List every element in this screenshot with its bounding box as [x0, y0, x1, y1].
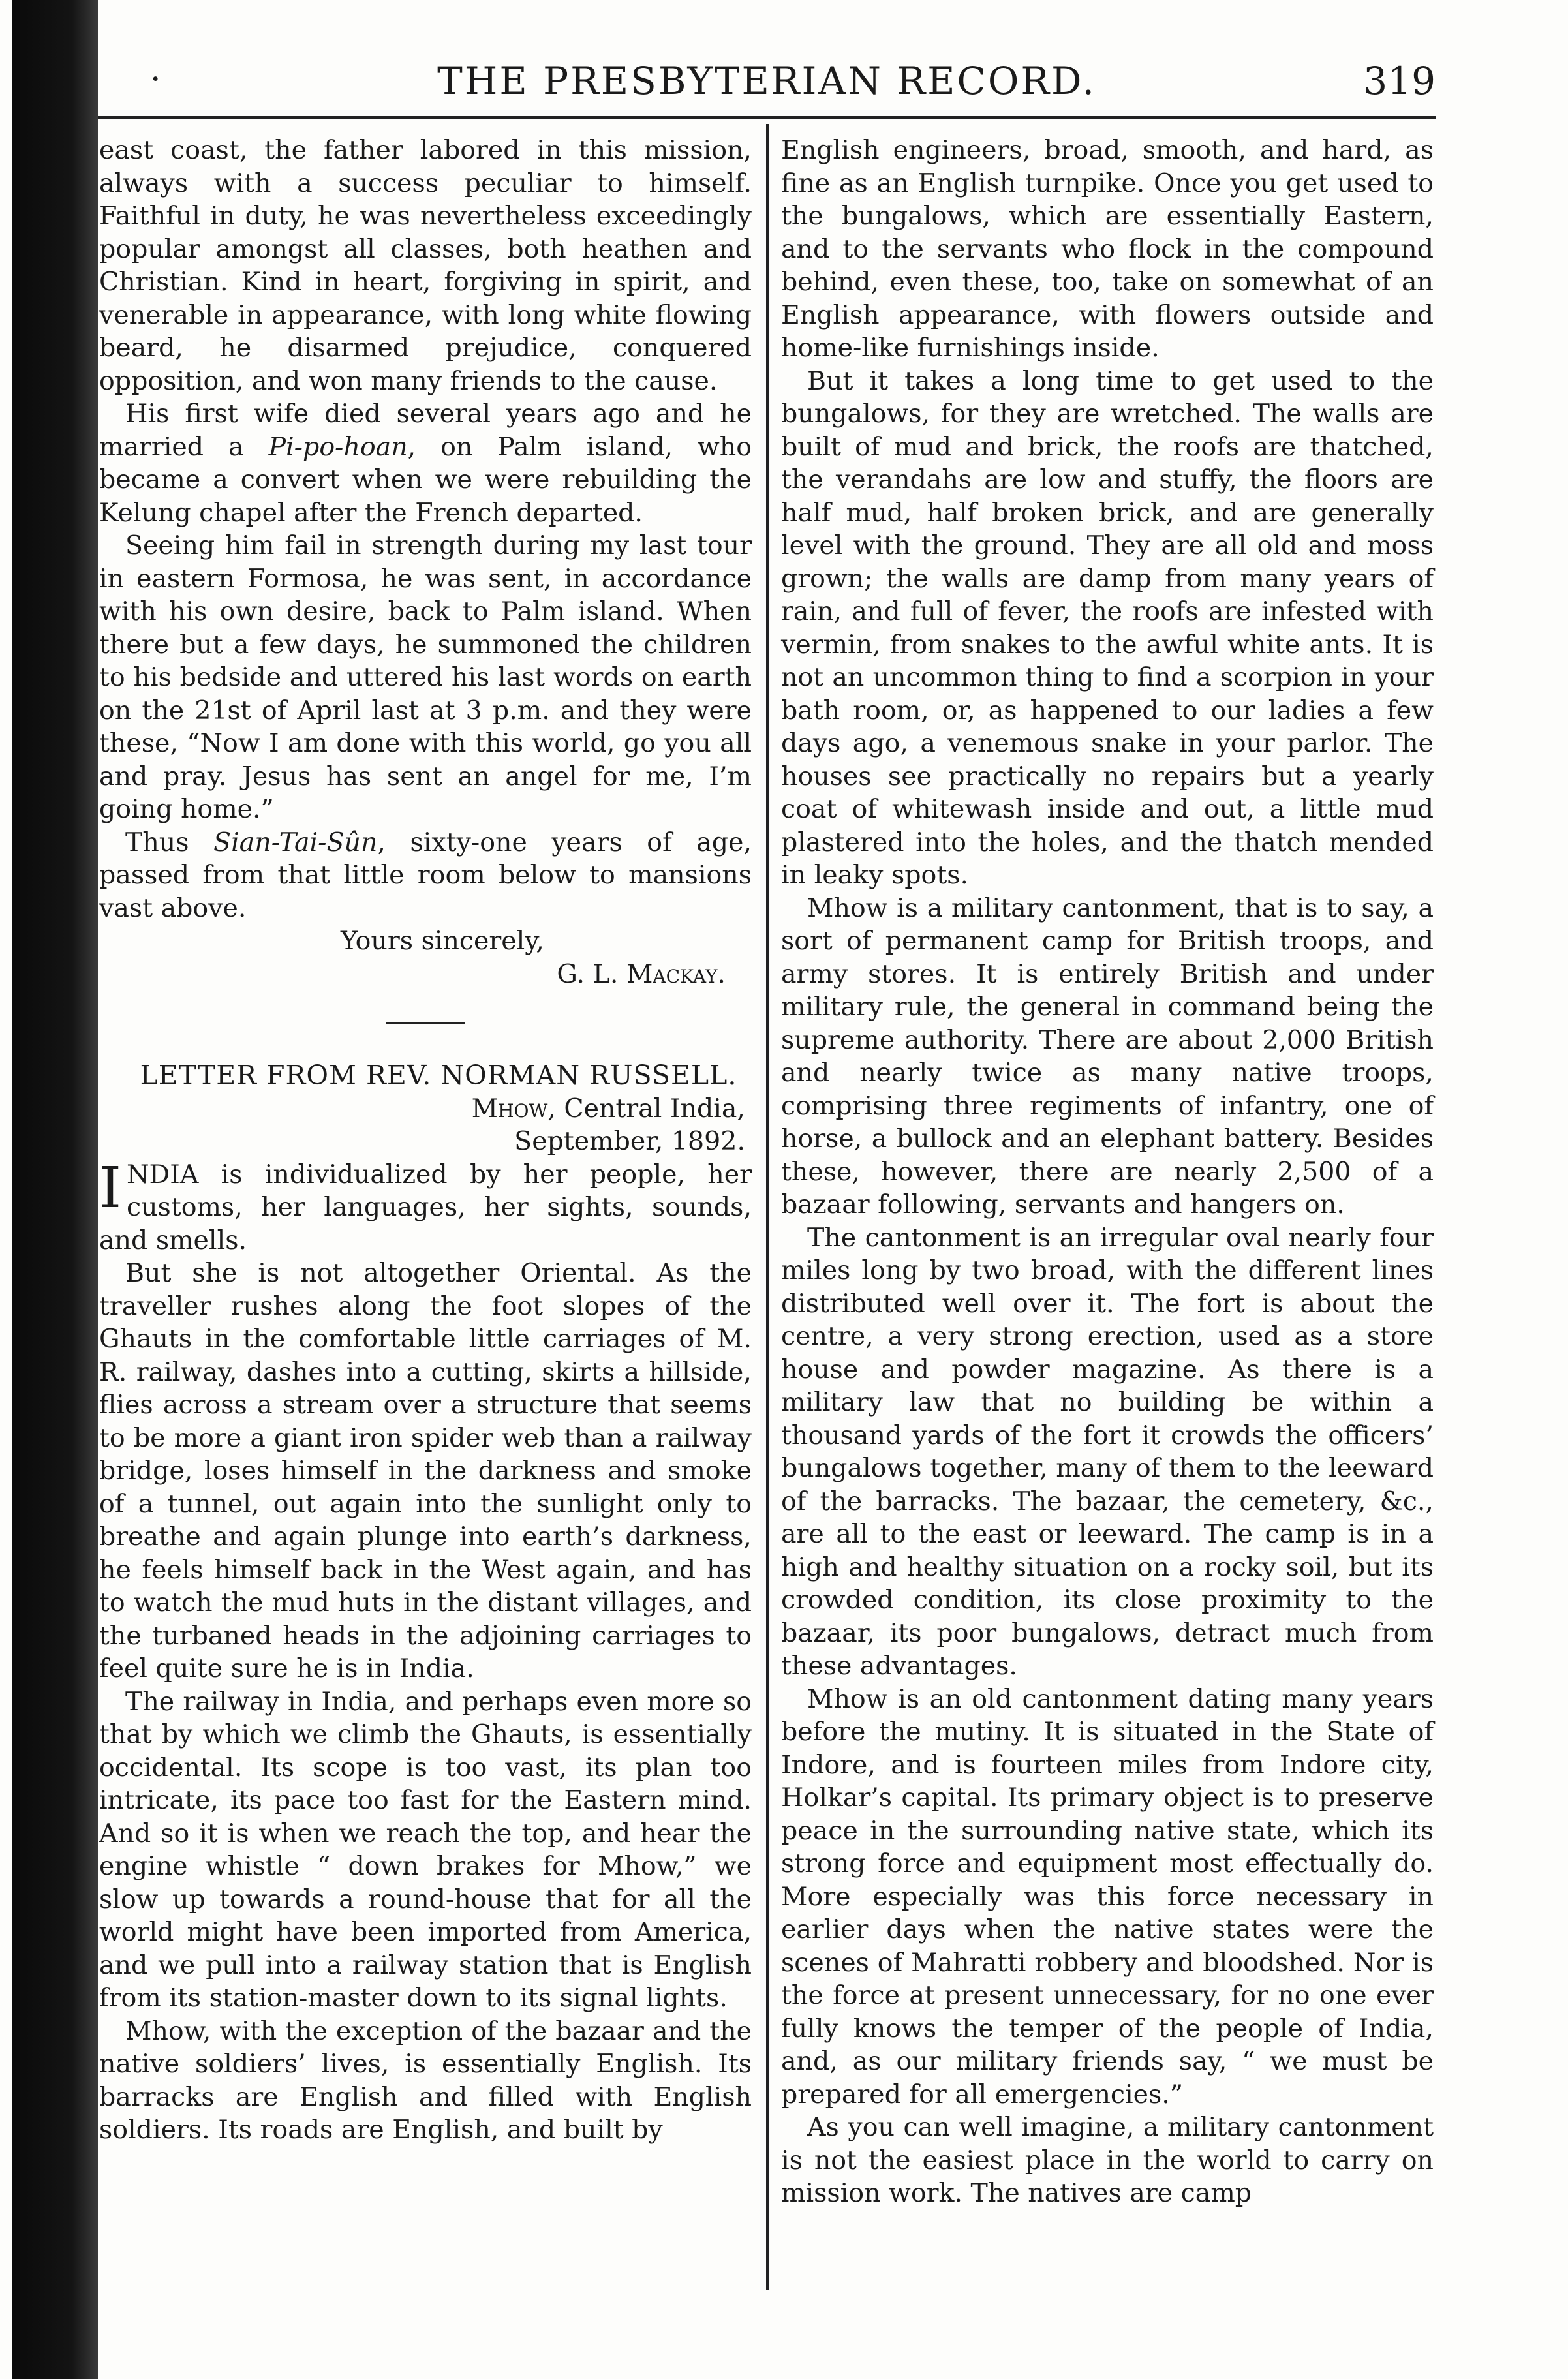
text-run: , sixty-one years of age, passed from that little room below to mansions vast above.	[99, 827, 752, 923]
paragraph: But it takes a long time to get used to the bungalows, for they are wretched. The walls are built of mud and brick, the roofs are thatched, the verandahs are low and stuffy, the floors are half mud, half broken brick, and are generally level with the ground. They are all old and moss grown; the walls are damp from many years of rain, and full of fever, the roofs are infested with vermin, from snakes to the awful white ants. It is not an uncommon thing to find a scorpion in your bath room, or, as happened to our ladies a few days ago, a venemous snake in your parlor. The houses see practically no repairs but a yearly coat of whitewash inside and out, a little mud plastered into the holes, and the thatch mended in leaky spots.	[781, 365, 1434, 890]
paragraph: east coast, the father labored in this mission, always with a success peculiar to himself. Faithful in duty, he was nevertheless exceedingly popular amongst all classes, both heathen and Christian. Kind in heart, forgiving in spirit, and venerable in appearance, with long white flowing beard, he disarmed prejudice, conquered opposition, and won many friends to the cause.	[99, 135, 752, 396]
paragraph: The cantonment is an irregular oval nearly four miles long by two broad, with the different lines distributed well over it. The fort is about the centre, a very strong erection, used as a store house and powder magazine. As there is a military law that no building be within a thousand yards of the fort it crowds the officers’ bungalows together, many of them to the leeward of the barracks. The bazaar, the cemetery, &c., are all to the east or leeward. The camp is in a high and healthy situation on a rocky soil, but its crowded condition, its close proximity to the bazaar, its poor bungalows, detract much from these advantages.	[781, 1222, 1434, 1681]
dateline-place	[99, 1092, 752, 1126]
closing: Yours sincerely,	[341, 926, 544, 956]
paragraph	[99, 397, 752, 529]
text-run: Thus	[125, 827, 214, 857]
journal-title: THE PRESBYTERIAN RECORD.	[437, 59, 1096, 103]
dateline-date: September, 1892.	[514, 1126, 745, 1156]
running-header	[98, 54, 1436, 112]
dateline-town: Mhow	[471, 1093, 548, 1124]
header-dot: ·	[150, 60, 161, 99]
italic-name: Pi-po-hoan	[268, 431, 408, 462]
paragraph	[99, 1155, 752, 1257]
dateline-region: , Central India,	[547, 1093, 745, 1124]
paragraph: Mhow is an old cantonment dating many years before the mutiny. It is situated in the State of Indore, and is fourteen miles from Indore city, Holkar’s capital. Its primary object is to preserve peace in the surrounding native state, which its strong force and equipment most effectually do. More especially was this force necessary in earlier days when the native states were the scenes of Mahratti robbery and bloodshed. Nor is the force at present unnecessary, for no one ever fully knows the temper of the people of India, and, as our military friends say, “ we must be prepared for all emergencies.”	[781, 1683, 1434, 2110]
page-binding-edge	[12, 0, 98, 2379]
paragraph	[99, 826, 752, 925]
paragraph: Mhow, with the exception of the bazaar and the native soldiers’ lives, is essentially English. Its barracks are English and filled with English soldiers. Its roads are English, and built by	[99, 2016, 752, 2145]
section-divider	[386, 1022, 465, 1024]
letter-heading: LETTER FROM REV. NORMAN RUSSELL.	[140, 1060, 737, 1091]
right-column	[781, 134, 1434, 2210]
text-run: NDIA is individualized by her people, her customs, her languages, her sights, sounds, and smells.	[99, 1159, 752, 1255]
paragraph: But she is not altogether Oriental. As the traveller rushes along the foot slopes of the Ghauts in the comfortable little carriages of M. R. railway, dashes into a cutting, skirts a hillside, flies across a stream over a structure that seems to be more a giant iron spider web than a railway bridge, loses himself in the darkness and smoke of a tunnel, out again into the sunlight only to breathe and again plunge into earth’s darkness, he feels himself back in the West again, and has to watch the mud huts in the distant villages, and the turbaned heads in the adjoining carriages to feel quite sure he is in India.	[99, 1258, 752, 1683]
paragraph: English engineers, broad, smooth, and hard, as fine as an English turnpike. Once you get used to the bungalows, which are essentially Eastern, and to the servants who flock in the compound behind, even these, too, take on somewhat of an English appearance, with flowers outside and home-like furnishings inside.	[781, 135, 1434, 363]
drop-cap: I	[99, 1155, 121, 1221]
italic-name: Sian-Tai-Sûn	[213, 827, 378, 857]
text-run: , on Palm island, who became a convert when we were rebuilding the Kelung chapel after the French departed.	[99, 431, 752, 528]
paragraph: Seeing him fail in strength during my last tour in eastern Formosa, he was sent, in accordance with his own desire, back to Palm island. When there but a few days, he summoned the children to his bedside and uttered his last words on earth on the 21st of April last at 3 p.m. and they were these, “Now I am done with this world, go you all and pray. Jesus has sent an angel for me, I’m going home.”	[99, 530, 752, 824]
header-rule	[98, 116, 1436, 119]
page-number: 319	[1363, 59, 1436, 103]
left-column	[99, 134, 752, 2147]
paragraph: The railway in India, and perhaps even more so that by which we climb the Ghauts, is essentially occidental. Its scope is too vast, its plan too intricate, its pace too fast for the Eastern mind. And so it is when we reach the top, and hear the engine whistle “ down brakes for Mhow,” we slow up towards a round-house that for all the world might have been imported from America, and we pull into a railway station that is English from its station-master down to its signal lights.	[99, 1686, 752, 2013]
text-run: His first wife died several years ago and he married a	[99, 399, 752, 462]
paragraph: As you can well imagine, a military cantonment is not the easiest place in the world to carry on mission work. The natives are camp	[781, 2112, 1434, 2208]
paragraph: Mhow is a military cantonment, that is to say, a sort of permanent camp for British troops, and army stores. It is entirely British and under military rule, the general in command being the supreme authority. There are about 2,000 British and nearly twice as many native troops, comprising three regiments of infantry, one of horse, a bullock and an elephant battery. Besides these, however, there are nearly 2,500 of a bazaar following, servants and hangers on.	[781, 893, 1434, 1220]
column-divider	[766, 124, 769, 2290]
signature: G. L. Mackay.	[557, 959, 726, 989]
